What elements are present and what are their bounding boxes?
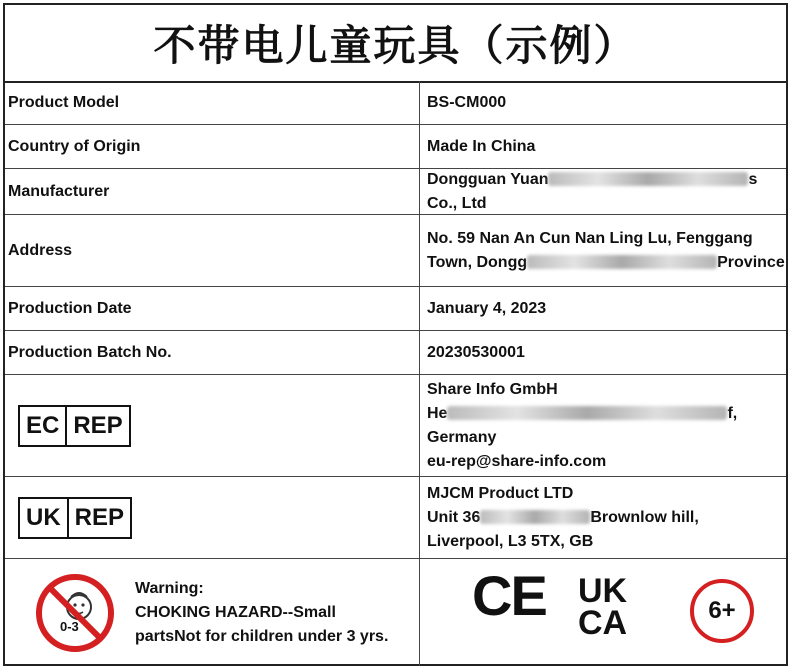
ukca-mark: UK CA [578,572,628,642]
row-address [5,215,786,287]
row-value: Made In China [427,137,536,155]
age-6-plus-badge: 6+ [690,579,754,643]
warning-text: Warning: CHOKING HAZARD--Small partsNot for children under 3 yrs. [135,580,389,645]
label-title: 不带电儿童玩具（示例） [5,5,786,83]
row-value: Dongguan Yuan s Co., Ltd [427,170,758,212]
uk-rep-details: MJCM Product LTD Unit 36 Brownlow hill, Liverpool, L3 5TX, GB [427,484,699,550]
product-label [3,3,788,666]
warning-cell [5,559,420,666]
redaction-blur [527,255,717,269]
row-label: Address [5,215,420,286]
row-label: Product Model [5,81,420,124]
row-value: 20230530001 [427,343,525,361]
uk-rep-symbol: UK REP [18,497,132,539]
row-value: No. 59 Nan An Cun Nan Ling Lu, Fenggang Town, Dongg Province [427,229,785,271]
row-value: BS-CM000 [427,93,507,111]
age-badge-text: 0-3 [60,619,79,634]
redaction-blur [480,510,590,524]
ec-rep-symbol-cell [5,375,420,476]
row-country-of-origin [5,125,786,169]
redaction-blur [447,406,727,420]
row-label: Production Batch No. [5,331,420,374]
ec-rep-symbol: EC REP [18,405,131,447]
row-label: Manufacturer [5,169,420,214]
row-value: January 4, 2023 [427,299,547,317]
row-label: Country of Origin [5,125,420,168]
ce-mark: CE [472,564,546,627]
redaction-blur [548,172,748,186]
row-label: Production Date [5,287,420,330]
row-production-date [5,287,786,331]
age-warning-icon [33,571,123,661]
row-manufacturer [5,169,786,215]
marks-cell [420,559,786,666]
row-product-model [5,81,786,125]
ec-rep-details: Share Info GmbH He f, Germany eu-rep@share-info.com [427,380,738,470]
uk-rep-symbol-cell [5,477,420,558]
row-warning [5,559,786,666]
row-production-batch [5,331,786,375]
row-ec-rep [5,375,786,477]
row-uk-rep [5,477,786,559]
